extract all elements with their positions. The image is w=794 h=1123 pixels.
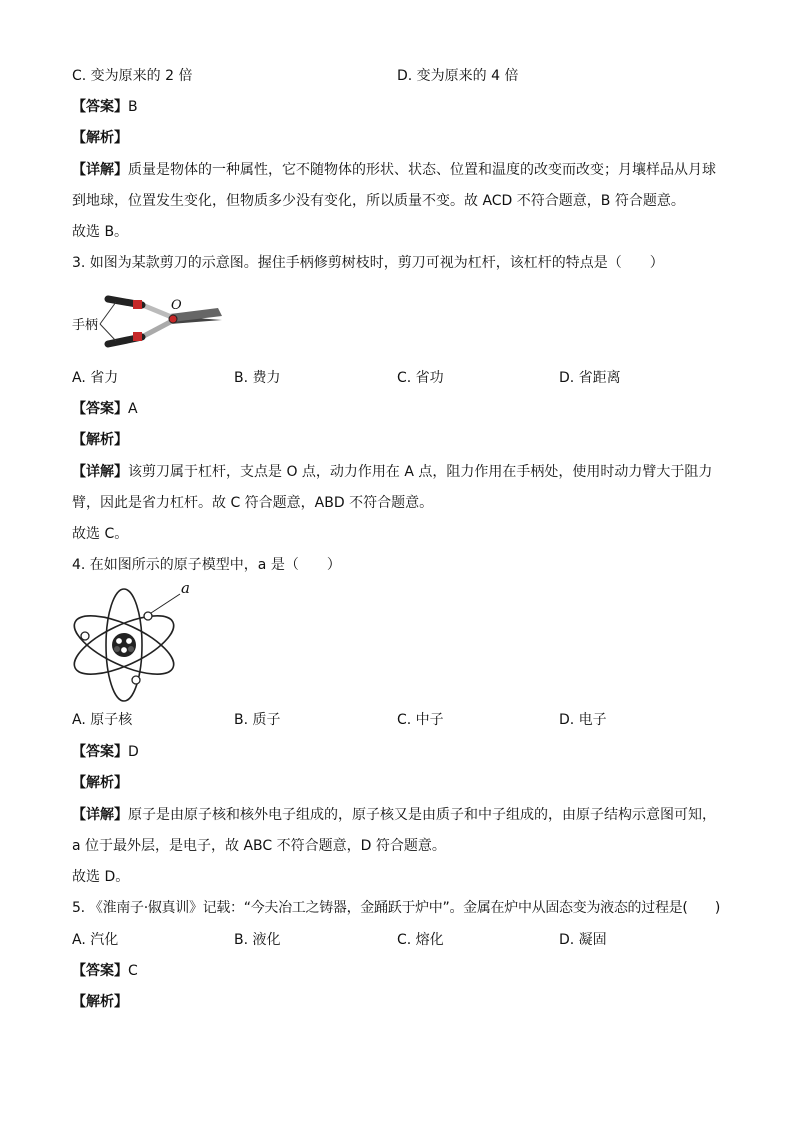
q5-analysis-tag: 【解析】	[72, 994, 128, 1010]
q4-analysis-tag: 【解析】	[72, 775, 128, 791]
handle-grip-red-lower	[133, 332, 142, 341]
q5-option-d: D. 凝固	[559, 932, 607, 948]
q5-option-c: C. 熔化	[397, 932, 444, 948]
q3-option-d: D. 省距离	[559, 370, 621, 386]
q2-detail-line-2: 到地球，位置发生变化，但物质多少没有变化，所以质量不变。故 ACD 不符合题意，B 符合题意。	[72, 193, 685, 209]
q4-detail-line-2: a 位于最外层，是电子，故 ABC 不符合题意，D 符合题意。	[72, 838, 446, 854]
q3-option-a: A. 省力	[72, 370, 119, 386]
detail-tag: 【详解】	[72, 807, 128, 823]
q3-stem: 3. 如图为某款剪刀的示意图。握住手柄修剪树枝时，剪刀可视为杠杆，该杠杆的特点是（ ）	[72, 255, 664, 271]
handle-grip-red-upper	[133, 300, 142, 309]
answer-tag: 【答案】	[72, 401, 128, 417]
q5-option-a: A. 汽化	[72, 932, 119, 948]
pivot-point	[169, 315, 177, 323]
q2-conclusion: 故选 B。	[72, 224, 129, 240]
q4-option-b: B. 质子	[234, 712, 281, 728]
electron	[132, 676, 140, 684]
q2-analysis-tag: 【解析】	[72, 130, 128, 146]
atom-model-figure	[68, 584, 198, 706]
q5-option-b: B. 液化	[234, 932, 281, 948]
q5-stem: 5. 《淮南子·俶真训》记载：“今夫冶工之铸器，金踊跃于炉中”。金属在炉中从固态变为液态的过程是( )	[72, 900, 721, 916]
leader-line-upper	[100, 302, 116, 324]
q3-option-b: B. 费力	[234, 370, 281, 386]
answer-value: D	[128, 744, 139, 760]
leader-line-lower	[100, 324, 116, 341]
q4-option-a: A. 原子核	[72, 712, 133, 728]
electron	[81, 632, 89, 640]
q4-option-d: D. 电子	[559, 712, 607, 728]
detail-text: 该剪刀属于杠杆，支点是 O 点，动力作用在 A 点，阻力作用在手柄处，使用时动力臂大于阻力	[128, 464, 713, 480]
q4-option-c: C. 中子	[397, 712, 444, 728]
q3-answer	[72, 399, 138, 419]
q3-detail-line-2: 臂，因此是省力杠杆。故 C 符合题意，ABD 不符合题意。	[72, 495, 434, 511]
q4-conclusion: 故选 D。	[72, 869, 130, 885]
answer-value: B	[128, 99, 138, 115]
detail-tag: 【详解】	[72, 162, 128, 178]
answer-tag: 【答案】	[72, 99, 128, 115]
nucleon	[116, 638, 123, 645]
nucleon	[114, 646, 120, 652]
answer-tag: 【答案】	[72, 744, 128, 760]
pivot-label: O	[171, 298, 182, 313]
nucleon	[126, 638, 133, 645]
q3-option-c: C. 省功	[397, 370, 444, 386]
scissors-shaft-lower	[140, 320, 174, 338]
q5-answer	[72, 961, 138, 981]
q2-option-d: D. 变为原来的 4 倍	[397, 68, 519, 84]
q4-answer	[72, 742, 139, 762]
detail-text: 原子是由原子核和核外电子组成的，原子核又是由质子和中子组成的，由原子结构示意图可知，	[128, 807, 716, 823]
q3-detail-line-1	[72, 462, 712, 482]
label-a-leader	[151, 594, 180, 613]
nucleon	[128, 646, 134, 652]
q4-stem: 4. 在如图所示的原子模型中，a 是（ ）	[72, 557, 341, 573]
q2-option-c: C. 变为原来的 2 倍	[72, 68, 193, 84]
q3-conclusion: 故选 C。	[72, 526, 129, 542]
q4-detail-line-1	[72, 805, 716, 825]
detail-tag: 【详解】	[72, 464, 128, 480]
handle-label: 手柄	[72, 318, 99, 333]
q3-analysis-tag: 【解析】	[72, 432, 128, 448]
electron-a	[144, 612, 152, 620]
answer-tag: 【答案】	[72, 963, 128, 979]
answer-value: C	[128, 963, 138, 979]
q2-answer	[72, 97, 138, 117]
nucleon	[121, 647, 128, 654]
answer-value: A	[128, 401, 138, 417]
q2-detail-line-1	[72, 160, 716, 180]
detail-text: 质量是物体的一种属性，它不随物体的形状、状态、位置和温度的改变而改变；月壤样品从月球	[128, 162, 716, 178]
atom-label-a: a	[181, 579, 190, 597]
